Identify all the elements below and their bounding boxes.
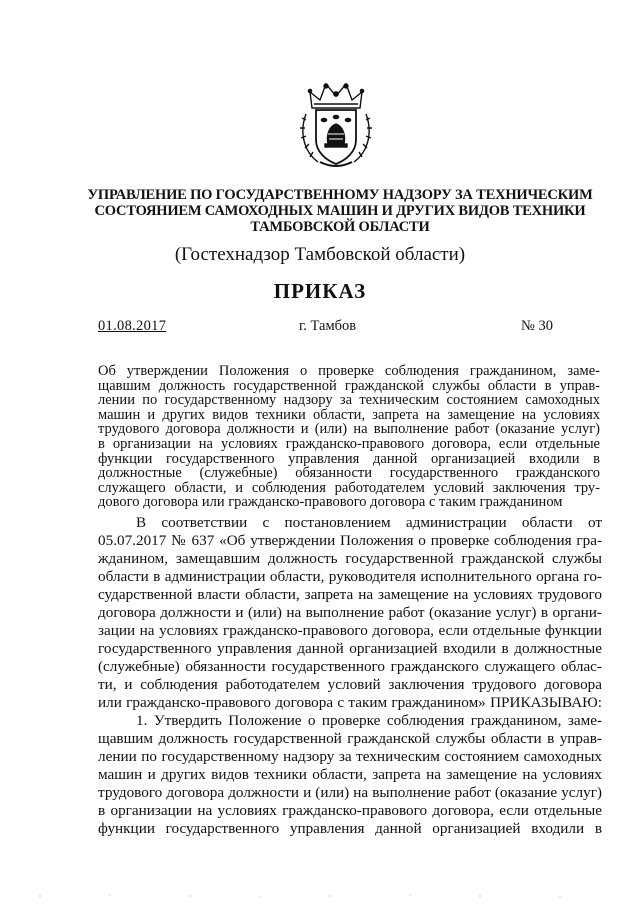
body-line: трудового договора должности и (или) на выполнение работ (оказание услуг) <box>98 784 602 801</box>
subject-line: трудового договора должности и (или) на выполнение работ (оказание услуг) <box>98 421 600 438</box>
subject-line: Об утверждении Положения о проверке соблюдения гражданином, заме- <box>98 363 600 379</box>
subject-line: в организации на условиях гражданско-правового договора, если отдельные <box>98 435 600 452</box>
body-line: ти, и соблюдения работодателем условий заключения трудового договора <box>98 676 602 693</box>
body-line: зации на условиях гражданско-правового договора, если отдельные функции <box>98 622 602 639</box>
order-city: г. Тамбов <box>299 318 357 334</box>
subject-line: должностные (служебные) обязанности государственного гражданского <box>98 465 600 482</box>
body-line: лении по государственному надзору за техническим состоянием самоходных <box>98 748 602 765</box>
order-body <box>98 514 602 838</box>
body-line: договора должности и (или) на выполнение работ (оказание услуг) в органи- <box>98 604 602 621</box>
org-name-line-1: УПРАВЛЕНИЕ ПО ГОСУДАРСТВЕННОМУ НАДЗОРУ ЗА ТЕХНИЧЕСКИМ <box>87 187 593 203</box>
body-line: государственного управления данной организацией входили в должностные <box>98 640 602 657</box>
org-name-line-2: СОСТОЯНИЕМ САМОХОДНЫХ МАШИН И ДРУГИХ ВИДОВ ТЕХНИКИ <box>94 203 586 219</box>
document-type-title: ПРИКАЗ <box>273 279 367 303</box>
body-line: в организации на условиях гражданско-правового договора, если отдельные <box>98 802 602 819</box>
subject-line: машин и других видов техники области, запрета на замещение на условиях <box>98 406 600 423</box>
org-name-line-3: ТАМБОВСКОЙ ОБЛАСТИ <box>250 219 430 235</box>
subject-line: функции государственного управления данной организацией входили в <box>98 450 600 467</box>
body-line: сударственной власти области, запрета на замещение на условиях трудового <box>98 586 602 603</box>
tambov-coat-of-arms-icon <box>298 78 374 170</box>
order-number: № 30 <box>521 318 553 334</box>
org-short-name: (Гостехнадзор Тамбовской области) <box>174 244 466 265</box>
scan-edge-specks <box>0 893 640 899</box>
subject-line: служащего области, и соблюдения работодателем условий заключения тру- <box>98 479 600 496</box>
subject-line: лении по государственному надзору за техническим состоянием самоходных <box>98 392 600 409</box>
body-line: 05.07.2017 № 637 «Об утверждении Положения о проверке соблюдения гра- <box>98 532 602 549</box>
order-subject <box>98 364 600 510</box>
body-line: функции государственного управления данной организацией входили в <box>98 820 602 837</box>
body-line: (служебные) обязанности государственного гражданского служащего облас- <box>98 658 602 675</box>
subject-line: щавшим должность государственной гражданской службы области в управ- <box>98 377 600 394</box>
body-line: жданином, замещавшим должность государственной гражданской службы <box>98 550 602 567</box>
subject-line: дового договора или гражданско-правового договора с таким гражданином <box>98 494 563 511</box>
body-line: В соответствии с постановлением администрации области от <box>136 514 602 531</box>
body-line: 1. Утвердить Положение о проверке соблюдения гражданином, заме- <box>136 712 602 729</box>
body-line: или гражданско-правового договора с таким гражданином» ПРИКАЗЫВАЮ: <box>98 694 602 711</box>
body-line: машин и других видов техники области, запрета на замещение на условиях <box>98 766 602 783</box>
body-line: щавшим должность государственной гражданской службы области в управ- <box>98 730 602 747</box>
body-line: области в администрации области, руководителя исполнительного органа го- <box>98 568 602 585</box>
order-date: 01.08.2017 <box>98 318 167 334</box>
